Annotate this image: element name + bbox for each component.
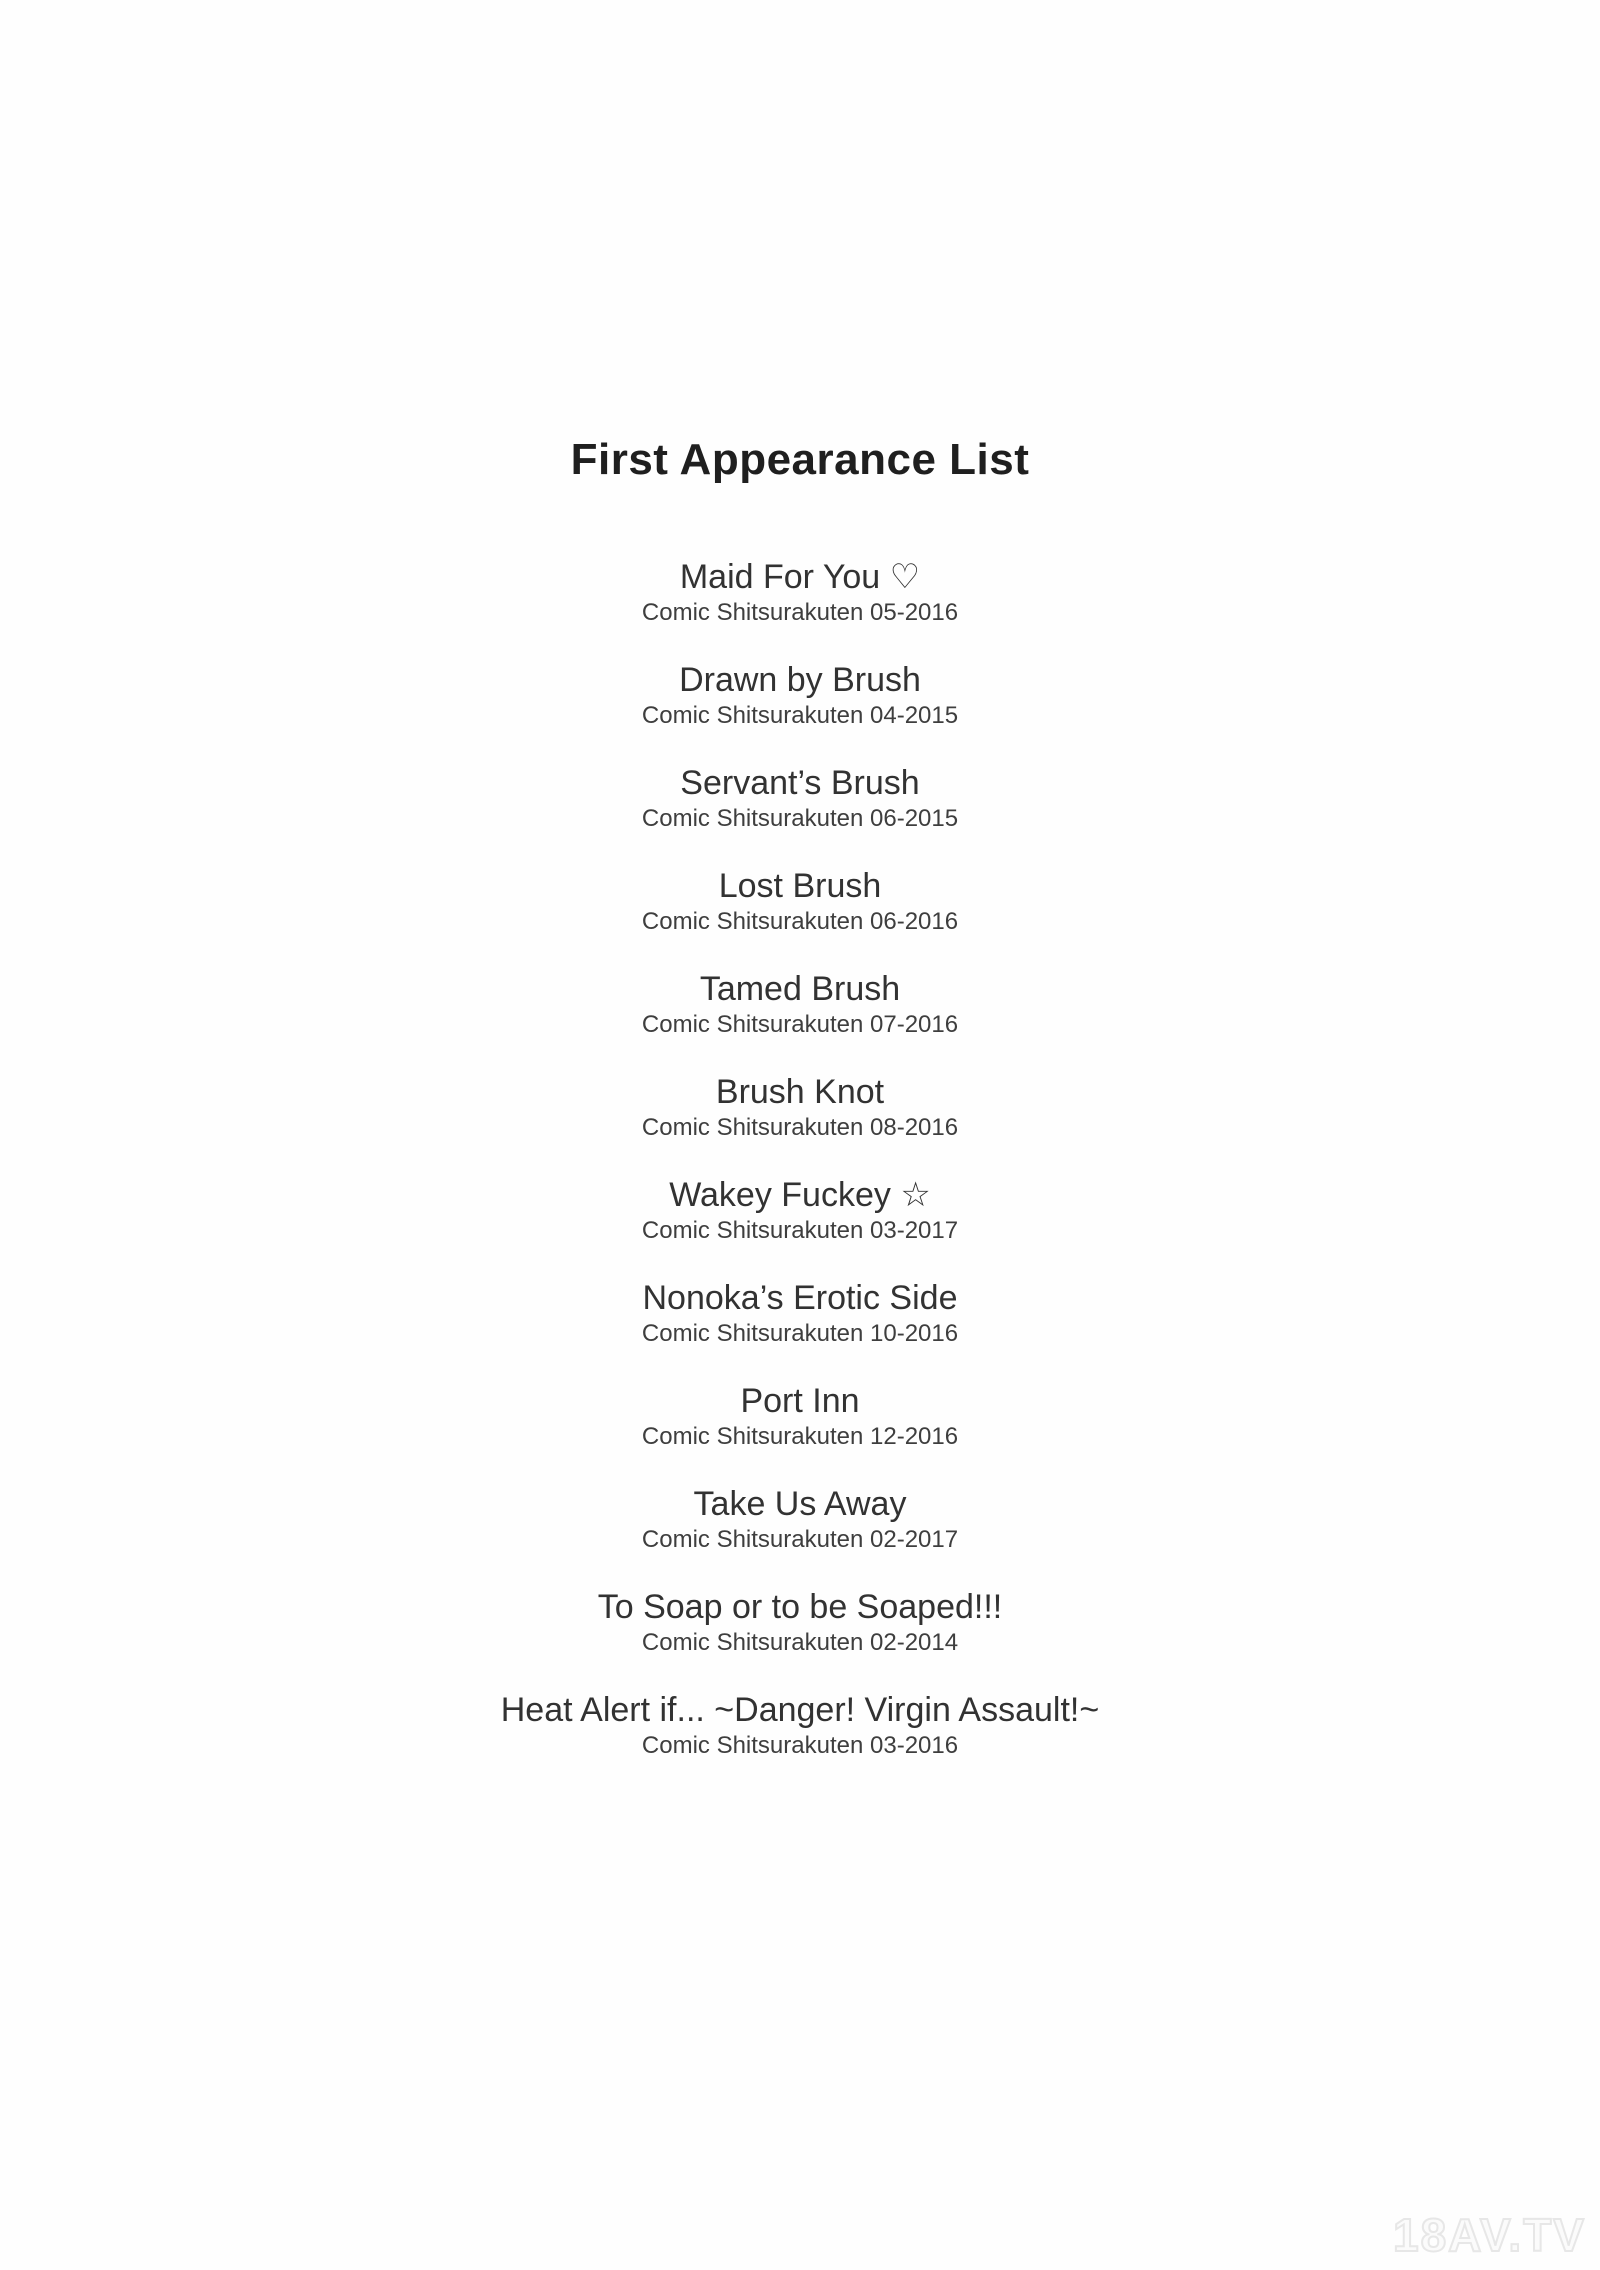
- list-item: [0, 1689, 1600, 1761]
- list-item: [0, 968, 1600, 1040]
- story-source: Comic Shitsurakuten 02-2014: [641, 1629, 959, 1656]
- story-source: Comic Shitsurakuten 02-2017: [641, 1526, 959, 1553]
- list-item: [0, 1071, 1600, 1143]
- story-source: Comic Shitsurakuten 12-2016: [641, 1423, 959, 1450]
- story-source: Comic Shitsurakuten 05-2016: [641, 599, 959, 626]
- list-item: [0, 1174, 1600, 1246]
- story-title: Take Us Away: [693, 1485, 907, 1523]
- story-source: Comic Shitsurakuten 06-2015: [641, 805, 959, 832]
- story-title: Brush Knot: [715, 1073, 885, 1111]
- list-item: [0, 1586, 1600, 1658]
- story-title: Servant’s Brush: [680, 764, 920, 802]
- story-title: Lost Brush: [718, 867, 882, 905]
- list-item: [0, 1380, 1600, 1452]
- list-item: [0, 659, 1600, 731]
- story-title: Port Inn: [740, 1382, 860, 1420]
- list-item: [0, 762, 1600, 834]
- story-source: Comic Shitsurakuten 08-2016: [641, 1114, 959, 1141]
- list-item: [0, 865, 1600, 937]
- story-source: Comic Shitsurakuten 10-2016: [641, 1320, 959, 1347]
- story-title: To Soap or to be Soaped!!!: [597, 1588, 1003, 1626]
- story-source: Comic Shitsurakuten 04-2015: [641, 702, 959, 729]
- entry-list: [0, 556, 1600, 1761]
- story-source: Comic Shitsurakuten 06-2016: [641, 908, 959, 935]
- page-title: First Appearance List: [570, 435, 1030, 484]
- list-item: [0, 556, 1600, 628]
- story-title: Nonoka’s Erotic Side: [642, 1279, 958, 1317]
- story-title: Drawn by Brush: [679, 661, 921, 699]
- story-title: Maid For You ♡: [679, 558, 921, 596]
- list-item: [0, 1483, 1600, 1555]
- story-source: Comic Shitsurakuten 03-2017: [641, 1217, 959, 1244]
- story-source: Comic Shitsurakuten 07-2016: [641, 1011, 959, 1038]
- story-title: Wakey Fuckey ☆: [669, 1176, 931, 1214]
- watermark: 18AV.TV: [1393, 2209, 1586, 2261]
- list-item: [0, 1277, 1600, 1349]
- story-title: Heat Alert if... ~Danger! Virgin Assault!~: [500, 1691, 1100, 1729]
- story-source: Comic Shitsurakuten 03-2016: [641, 1732, 959, 1759]
- story-title: Tamed Brush: [699, 970, 901, 1008]
